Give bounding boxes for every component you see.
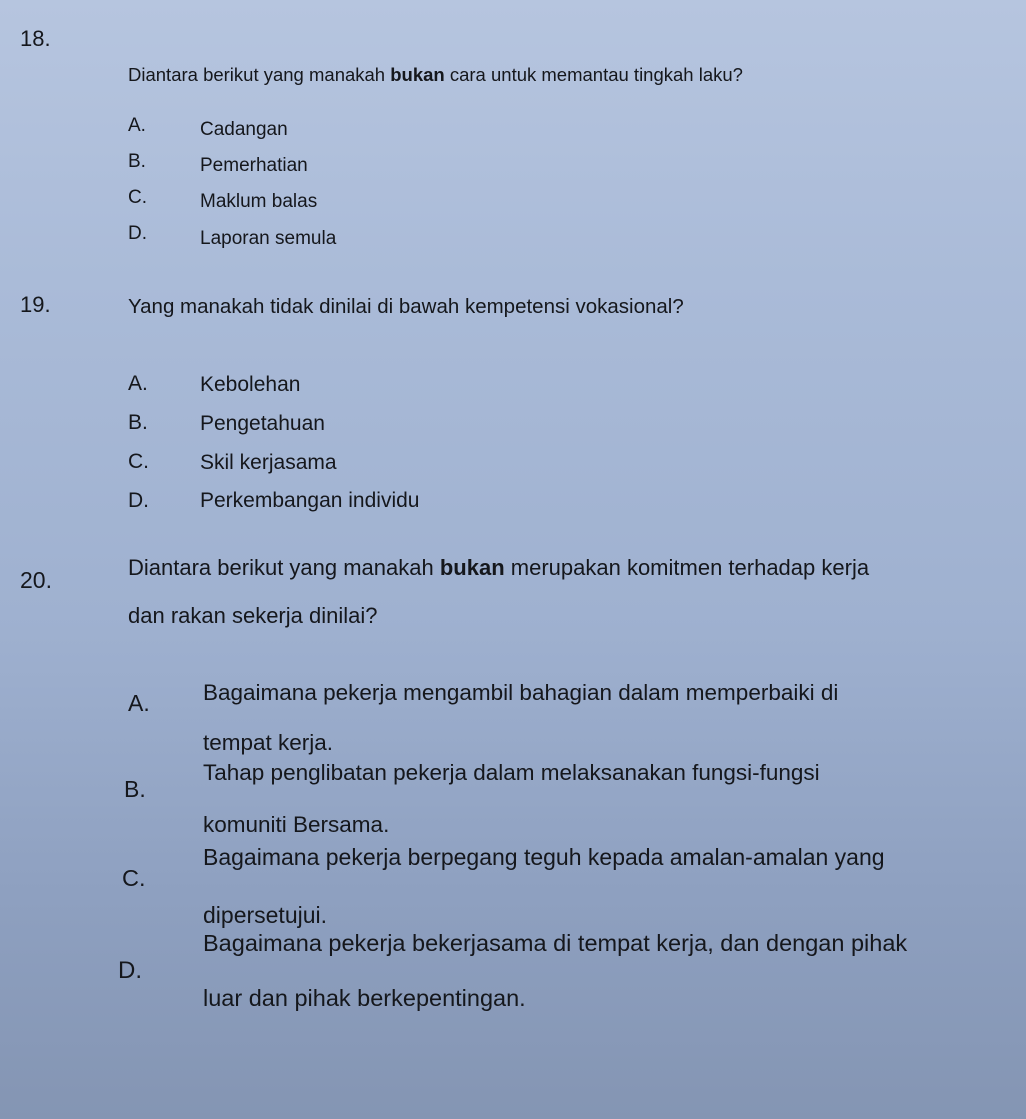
- option-text-line-1: Tahap penglibatan pekerja dalam melaksanakan fungsi-fungsi: [203, 760, 820, 785]
- option-text: Skil kerjasama: [200, 451, 337, 474]
- option-text-line-2: dipersetujui.: [203, 902, 328, 928]
- option-text: Cadangan: [200, 119, 288, 140]
- option-letter: B.: [128, 411, 148, 434]
- option-letter: D.: [118, 957, 142, 984]
- question-text: [128, 66, 743, 85]
- option-letter: A.: [128, 372, 148, 395]
- option-letter: C.: [128, 450, 149, 473]
- question-text-part: Diantara berikut yang manakah: [128, 64, 391, 85]
- option-text-line-1: Bagaimana pekerja berpegang teguh kepada amalan-amalan yang: [203, 844, 885, 870]
- question-number: 19.: [20, 292, 51, 317]
- option-text: Maklum balas: [200, 191, 318, 212]
- option-letter: C.: [122, 865, 146, 891]
- option-text-line-1: Bagaimana pekerja mengambil bahagian dalam memperbaiki di: [203, 680, 839, 705]
- option-text: Kebolehan: [200, 373, 301, 396]
- option-text: Laporan semula: [200, 228, 337, 249]
- option-letter: A.: [128, 690, 150, 716]
- option-text: Pengetahuan: [200, 412, 325, 435]
- option-text-line-2: tempat kerja.: [203, 730, 334, 755]
- option-text-line-1: Bagaimana pekerja bekerjasama di tempat kerja, dan dengan pihak: [203, 930, 908, 956]
- question-emphasis: bukan: [390, 64, 445, 85]
- option-letter: D.: [128, 223, 147, 244]
- option-text: Perkembangan individu: [200, 489, 420, 512]
- option-text-line-2: luar dan pihak berkepentingan.: [203, 985, 526, 1011]
- question-number: 20.: [20, 567, 52, 593]
- question-text-part: merupakan komitmen terhadap kerja: [504, 555, 870, 580]
- option-text-line-2: komuniti Bersama.: [203, 812, 390, 837]
- question-emphasis: bukan: [439, 555, 505, 580]
- option-letter: C.: [128, 187, 147, 208]
- option-letter: B.: [124, 776, 146, 802]
- question-text-line-2: dan rakan sekerja dinilai?: [128, 603, 378, 628]
- question-number: 18.: [20, 26, 51, 51]
- question-text-part: Diantara berikut yang manakah: [128, 555, 440, 580]
- option-letter: B.: [128, 151, 146, 172]
- option-text: Pemerhatian: [200, 155, 308, 176]
- option-letter: D.: [128, 489, 149, 512]
- question-text: Yang manakah tidak dinilai di bawah kempetensi vokasional?: [128, 295, 684, 318]
- option-letter: A.: [128, 115, 146, 136]
- question-text: [128, 557, 869, 579]
- question-text-part: cara untuk memantau tingkah laku?: [444, 64, 743, 85]
